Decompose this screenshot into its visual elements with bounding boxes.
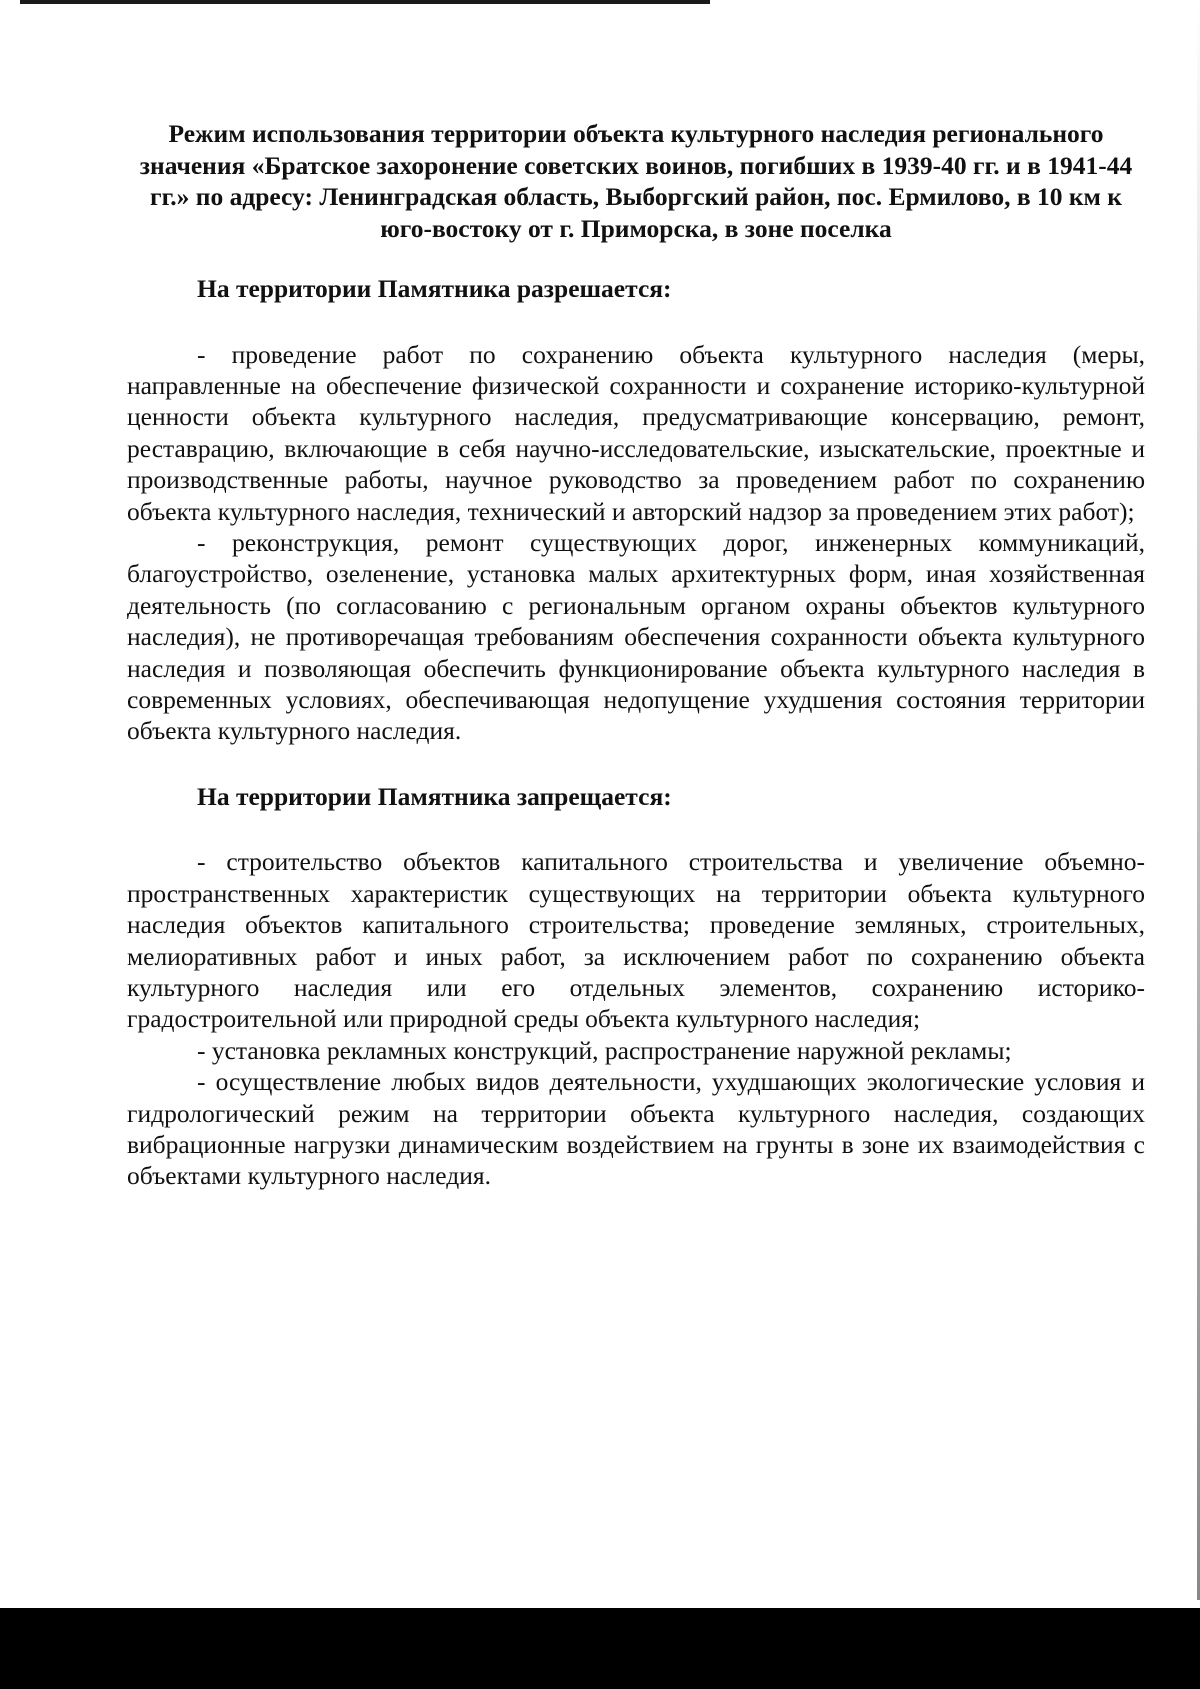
list-item: - осуществление любых видов деятельности, ухудшающих экологические условия и гидрологический режим на территории объекта культурного наследия, создающих вибрационные нагрузки динамическим воздействием на грунты в зоне их взаимодействия с объектами культурного наследия.	[127, 1067, 1145, 1191]
allowed-list	[127, 339, 1145, 747]
list-item: - установка рекламных конструкций, распространение наружной рекламы;	[197, 1035, 1012, 1065]
scan-bottom-band	[0, 1608, 1200, 1689]
section-allowed	[127, 273, 1145, 747]
section-heading-forbidden: На территории Памятника запрещается:	[197, 781, 672, 811]
document-title: Режим использования территории объекта культурного наследия регионального значения «Братское захоронение советских воинов, погибших в 1939-40 гг. и в 1941-44 гг.» по адресу: Ленинградская область, Выборгский район, пос. Ермилово, в 10 км к юго-востоку от г. Приморска, в зоне поселка	[139, 119, 1133, 243]
list-item: - строительство объектов капитального строительства и увеличение объемно-пространственных характеристик существующих на территории объекта культурного наследия объектов капитального строительства; проведение земляных, строительных, мелиоративных работ и иных работ, за исключением работ по сохранению объекта культурного наследия или его отдельных элементов, сохранению историко-градостроительной или природной среды объекта культурного наследия;	[127, 847, 1145, 1034]
section-forbidden	[127, 781, 1145, 1192]
list-item: - проведение работ по сохранению объекта культурного наследия (меры, направленные на обеспечение физической сохранности и сохранение историко-культурной ценности объекта культурного наследия, предусматривающие консервацию, ремонт, реставрацию, включающие в себя научно-исследовательские, изыскательские, проектные и производственные работы, научное руководство за проведением работ по сохранению объекта культурного наследия, технический и авторский надзор за проведением этих работ);	[127, 339, 1145, 526]
document-page	[127, 118, 1145, 1192]
list-item: - реконструкция, ремонт существующих дорог, инженерных коммуникаций, благоустройство, озеленение, установка малых архитектурных форм, иная хозяйственная деятельность (по согласованию с региональным органом охраны объектов культурного наследия), не противоречащая требованиям обеспечения сохранности объекта культурного наследия и позволяющая обеспечить функционирование объекта культурного наследия в современных условиях, обеспечивающая недопущение ухудшения состояния территории объекта культурного наследия.	[127, 527, 1145, 746]
forbidden-list	[127, 846, 1145, 1191]
scan-top-edge	[20, 0, 710, 4]
section-heading-allowed: На территории Памятника разрешается:	[197, 274, 672, 303]
